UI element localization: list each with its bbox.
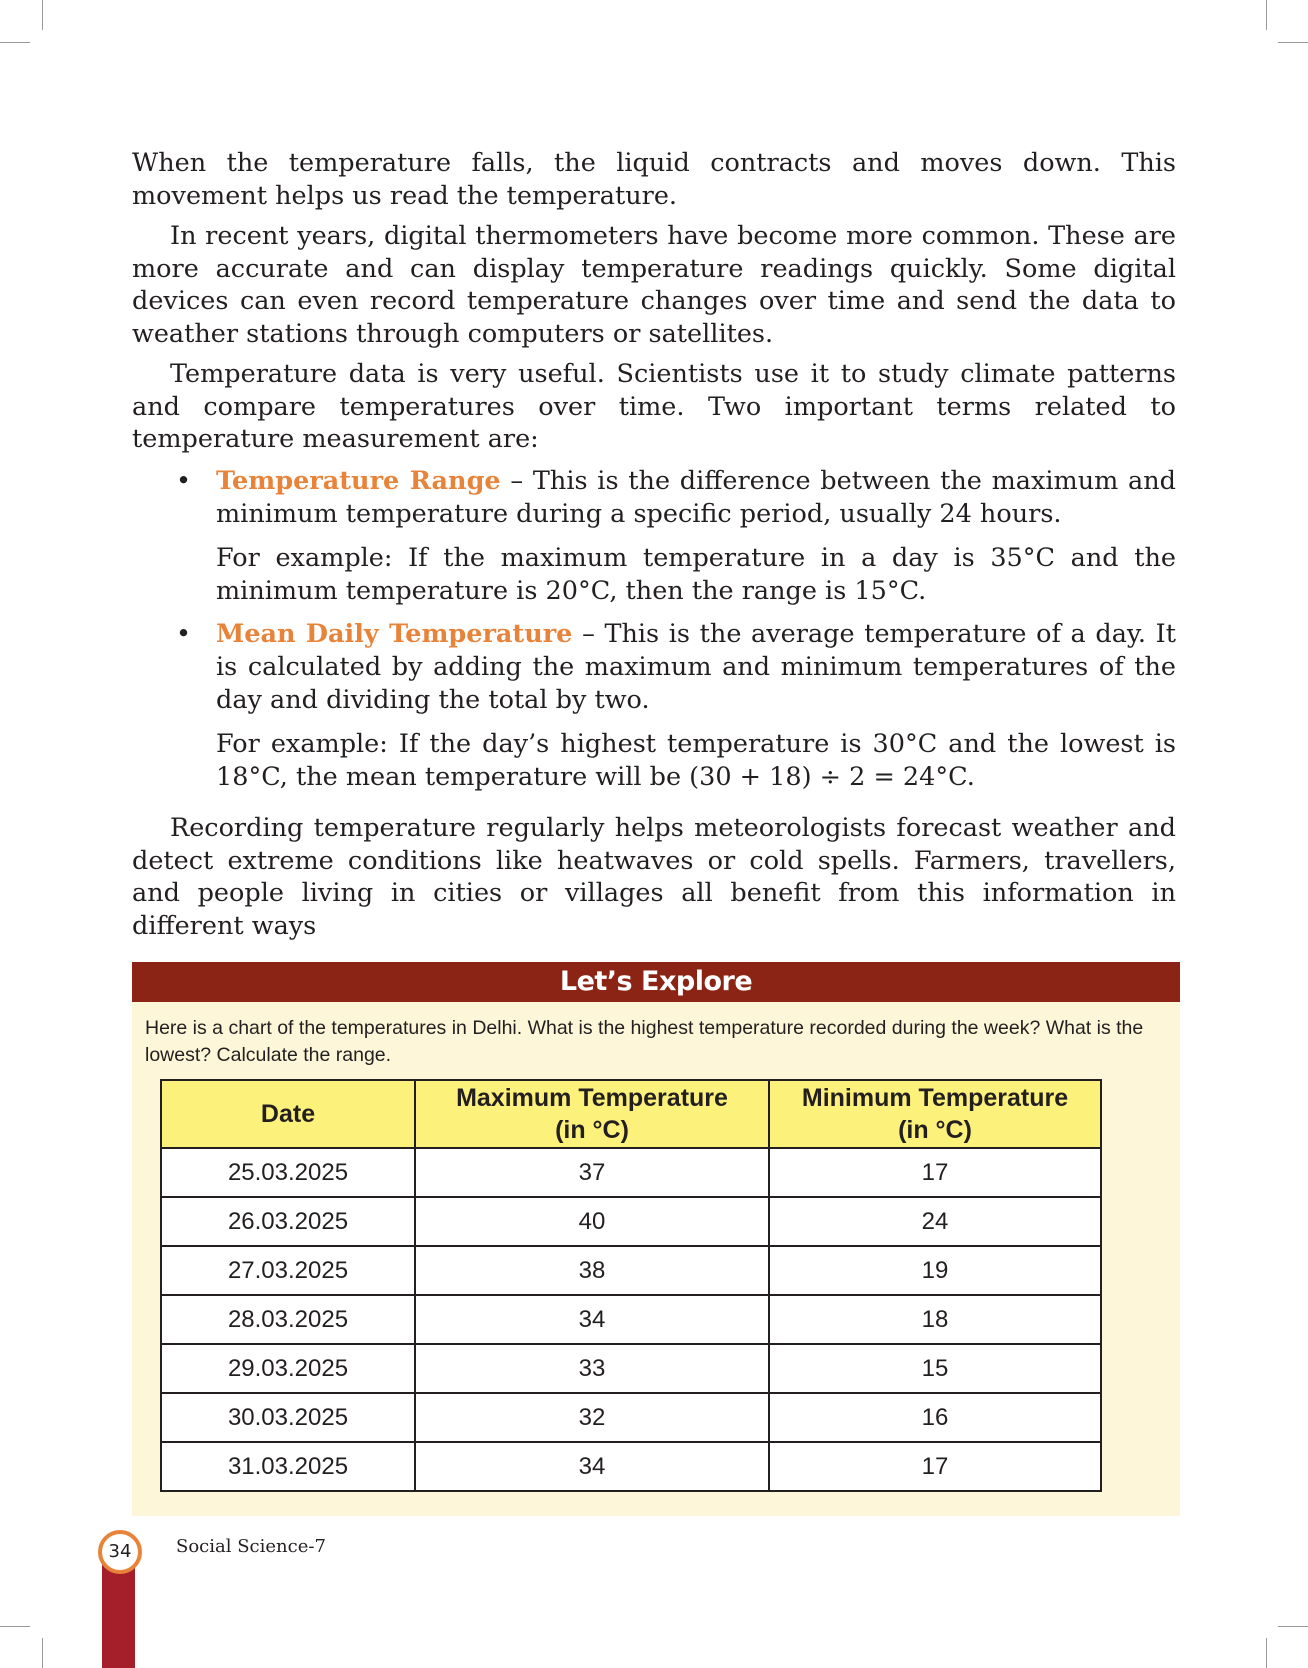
- header-min-line2: (in °C): [898, 1116, 972, 1144]
- bullet-marker: •: [176, 466, 192, 496]
- table-row: [161, 1442, 1101, 1491]
- crop-mark: [42, 1638, 43, 1668]
- header-max-line2: (in °C): [555, 1116, 629, 1144]
- cell-max: 33: [415, 1344, 769, 1393]
- crop-mark: [1266, 1638, 1267, 1668]
- cell-date: 30.03.2025: [161, 1393, 415, 1442]
- table-row: [161, 1197, 1101, 1246]
- example-mean-daily-temperature: For example: If the day’s highest temperature is 30°C and the lowest is 18°C, the mean temperature will be (30 + 18) ÷ 2 = 24°C.: [216, 729, 1176, 792]
- page-number: 34: [98, 1530, 142, 1574]
- bullet-marker: •: [176, 619, 192, 649]
- cell-max: 32: [415, 1393, 769, 1442]
- bullet-temperature-range: [216, 465, 1176, 531]
- header-max-line1: Maximum Temperature: [456, 1084, 728, 1112]
- header-min-line1: Minimum Temperature: [801, 1084, 1069, 1112]
- crop-mark: [1278, 1626, 1308, 1627]
- paragraph-temperature-data: Temperature data is very useful. Scientists use it to study climate patterns and compare temperatures over time. Two important terms related to temperature measurement are:: [132, 359, 1176, 454]
- book-title: Social Science-7: [176, 1536, 326, 1557]
- cell-date: 29.03.2025: [161, 1344, 415, 1393]
- closing-text: [132, 812, 1176, 942]
- cell-date: 28.03.2025: [161, 1295, 415, 1344]
- header-date: Date: [161, 1080, 415, 1148]
- cell-min: 17: [769, 1442, 1101, 1491]
- cell-max: 40: [415, 1197, 769, 1246]
- table-row: [161, 1393, 1101, 1442]
- cell-max: 34: [415, 1442, 769, 1491]
- cell-min: 24: [769, 1197, 1101, 1246]
- table-row: [161, 1246, 1101, 1295]
- intro-text: [132, 147, 1176, 456]
- paragraph-liquid-contracts: When the temperature falls, the liquid contracts and moves down. This movement helps us read the temperature.: [132, 148, 1176, 211]
- table-header-row: [161, 1080, 1101, 1148]
- table-row: [161, 1295, 1101, 1344]
- cell-date: 27.03.2025: [161, 1246, 415, 1295]
- term-mean-daily-temperature: Mean Daily Temperature: [216, 619, 573, 649]
- crop-mark: [0, 1626, 30, 1627]
- explore-question: Here is a chart of the temperatures in Delhi. What is the highest temperature recorded during the week? What is the lowest? Calculate the range.: [145, 1017, 1144, 1066]
- cell-date: 25.03.2025: [161, 1148, 415, 1197]
- definition-mean-daily-temperature: – This is the average temperature of a day. It is calculated by adding the maximum and minimum temperatures of the day and dividing the total by two.: [216, 619, 1177, 715]
- cell-min: 16: [769, 1393, 1101, 1442]
- explore-title: Let’s Explore: [132, 962, 1180, 1002]
- cell-min: 18: [769, 1295, 1101, 1344]
- paragraph-recording-temperature: Recording temperature regularly helps meteorologists forecast weather and detect extreme conditions like heatwaves or cold spells. Farmers, travellers, and people living in cities or villages all benefit from this information in different ways: [132, 813, 1176, 941]
- crop-mark: [1278, 42, 1308, 43]
- crop-mark: [1266, 0, 1267, 30]
- temperature-table: [160, 1079, 1102, 1492]
- cell-max: 34: [415, 1295, 769, 1344]
- table-row: [161, 1344, 1101, 1393]
- cell-max: 37: [415, 1148, 769, 1197]
- definition-temperature-range: – This is the difference between the maximum and minimum temperature during a specific period, usually 24 hours.: [216, 466, 1176, 529]
- header-minimum-temperature: [769, 1080, 1101, 1148]
- table-row: [161, 1148, 1101, 1197]
- crop-mark: [0, 42, 30, 43]
- cell-date: 31.03.2025: [161, 1442, 415, 1491]
- bullet-mean-daily-temperature: [216, 618, 1176, 717]
- cell-date: 26.03.2025: [161, 1197, 415, 1246]
- example-temperature-range: For example: If the maximum temperature in a day is 35°C and the minimum temperature is 20°C, then the range is 15°C.: [216, 543, 1176, 606]
- header-maximum-temperature: [415, 1080, 769, 1148]
- crop-mark: [42, 0, 43, 30]
- term-temperature-range: Temperature Range: [216, 466, 501, 496]
- cell-min: 15: [769, 1344, 1101, 1393]
- cell-min: 17: [769, 1148, 1101, 1197]
- cell-max: 38: [415, 1246, 769, 1295]
- cell-min: 19: [769, 1246, 1101, 1295]
- paragraph-digital-thermometers: In recent years, digital thermometers have become more common. These are more accurate and can display temperature readings quickly. Some digital devices can even record temperature changes over time and send the data to weather stations through computers or satellites.: [132, 221, 1176, 349]
